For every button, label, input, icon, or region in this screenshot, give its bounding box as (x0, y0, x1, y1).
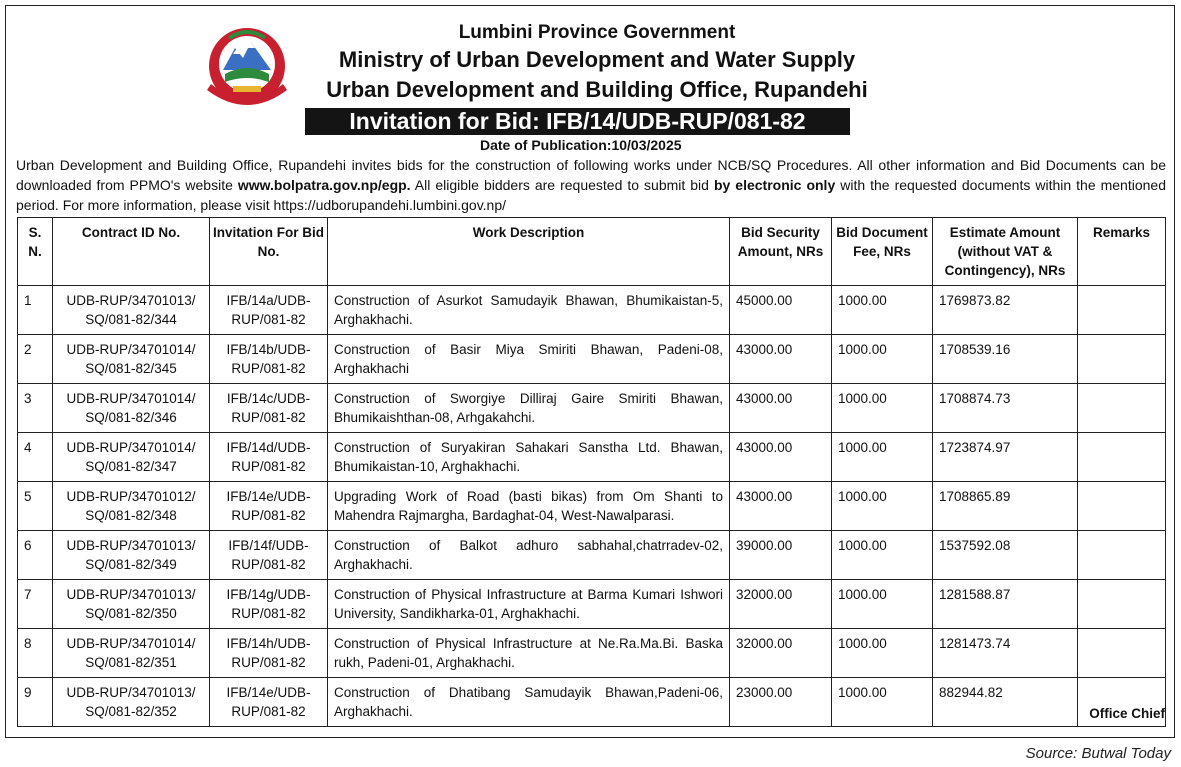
cell-contract-id: UDB-RUP/34701013/ SQ/081-82/350 (53, 580, 210, 629)
cell-remarks (1078, 335, 1166, 384)
publication-date: Date of Publication:10/03/2025 (480, 137, 682, 153)
cell-estimate: 1281473.74 (933, 629, 1078, 678)
cell-security: 43000.00 (730, 384, 832, 433)
cell-sn: 3 (18, 384, 53, 433)
cell-security: 32000.00 (730, 580, 832, 629)
office-chief-signature: Office Chief (1089, 706, 1165, 721)
cell-ifb: IFB/14e/UDB-RUP/081-82 (210, 678, 328, 727)
intro-text-3: with the requested documents within the mentioned period. For more information, please visit https://udborupandehi.lumbini.gov.np/ (16, 177, 1166, 213)
cell-doc-fee: 1000.00 (832, 629, 933, 678)
cell-ifb: IFB/14b/UDB-RUP/081-82 (210, 335, 328, 384)
cell-sn: 5 (18, 482, 53, 531)
cell-doc-fee: 1000.00 (832, 433, 933, 482)
cell-sn: 1 (18, 286, 53, 335)
intro-paragraph (16, 155, 1166, 215)
cell-description: Construction of Balkot adhuro sabhahal,chatrradev-02, Arghakhachi. (328, 531, 730, 580)
cell-contract-id: UDB-RUP/34701014/ SQ/081-82/345 (53, 335, 210, 384)
invitation-title: Invitation for Bid: IFB/14/UDB-RUP/081-82 (349, 108, 806, 134)
cell-estimate: 1708874.73 (933, 384, 1078, 433)
header-description: Work Description (328, 218, 730, 286)
cell-sn: 9 (18, 678, 53, 727)
cell-ifb: IFB/14f/UDB-RUP/081-82 (210, 531, 328, 580)
cell-description: Construction of Physical Infrastructure at Barma Kumari Ishwori University, Sandikharka-01, Arghakhachi. (328, 580, 730, 629)
table-row (18, 531, 1166, 580)
cell-remarks (1078, 580, 1166, 629)
cell-ifb: IFB/14e/UDB-RUP/081-82 (210, 482, 328, 531)
cell-description: Construction of Asurkot Samudayik Bhawan, Bhumikaistan-5, Arghakhachi. (328, 286, 730, 335)
header-sn: S. N. (18, 218, 53, 286)
cell-security: 39000.00 (730, 531, 832, 580)
cell-estimate: 1708865.89 (933, 482, 1078, 531)
cell-contract-id: UDB-RUP/34701012/ SQ/081-82/348 (53, 482, 210, 531)
cell-estimate: 1281588.87 (933, 580, 1078, 629)
cell-contract-id: UDB-RUP/34701013/ SQ/081-82/344 (53, 286, 210, 335)
table-row (18, 482, 1166, 531)
header-security: Bid Security Amount, NRs (730, 218, 832, 286)
cell-doc-fee: 1000.00 (832, 384, 933, 433)
cell-estimate: 1723874.97 (933, 433, 1078, 482)
cell-contract-id: UDB-RUP/34701013/ SQ/081-82/349 (53, 531, 210, 580)
cell-security: 32000.00 (730, 629, 832, 678)
cell-sn: 6 (18, 531, 53, 580)
table-row (18, 580, 1166, 629)
table-row (18, 286, 1166, 335)
cell-remarks (1078, 384, 1166, 433)
cell-security: 43000.00 (730, 433, 832, 482)
cell-ifb: IFB/14g/UDB-RUP/081-82 (210, 580, 328, 629)
cell-doc-fee: 1000.00 (832, 286, 933, 335)
cell-estimate: 882944.82 (933, 678, 1078, 727)
cell-ifb: IFB/14d/UDB-RUP/081-82 (210, 433, 328, 482)
table-row (18, 629, 1166, 678)
table-header-row (18, 218, 1166, 286)
cell-remarks (1078, 531, 1166, 580)
intro-text-1: Urban Development and Building Office, Rupandehi invites bids for the construction of following works under NCB/SQ Procedures. All other information and Bid Documents can be downloaded from PPMO's website (16, 157, 1166, 193)
cell-estimate: 1769873.82 (933, 286, 1078, 335)
table-row (18, 384, 1166, 433)
cell-security: 23000.00 (730, 678, 832, 727)
cell-remarks (1078, 433, 1166, 482)
cell-doc-fee: 1000.00 (832, 580, 933, 629)
cell-estimate: 1708539.16 (933, 335, 1078, 384)
electronic-only: by electronic only (713, 177, 836, 193)
cell-sn: 4 (18, 433, 53, 482)
cell-remarks (1078, 482, 1166, 531)
cell-doc-fee: 1000.00 (832, 531, 933, 580)
cell-ifb: IFB/14c/UDB-RUP/081-82 (210, 384, 328, 433)
cell-contract-id: UDB-RUP/34701014/ SQ/081-82/347 (53, 433, 210, 482)
bid-table (17, 217, 1166, 727)
cell-sn: 2 (18, 335, 53, 384)
cell-security: 45000.00 (730, 286, 832, 335)
office-title: Urban Development and Building Office, Rupandehi (326, 77, 868, 102)
cell-security: 43000.00 (730, 335, 832, 384)
ministry-title: Ministry of Urban Development and Water Supply (338, 47, 856, 72)
cell-contract-id: UDB-RUP/34701014/ SQ/081-82/346 (53, 384, 210, 433)
cell-security: 43000.00 (730, 482, 832, 531)
cell-sn: 7 (18, 580, 53, 629)
cell-description: Construction of Physical Infrastructure at Ne.Ra.Ma.Bi. Baska rukh, Padeni-01, Arghakhachi. (328, 629, 730, 678)
cell-contract-id: UDB-RUP/34701014/ SQ/081-82/351 (53, 629, 210, 678)
cell-description: Construction of Suryakiran Sahakari Sanstha Ltd. Bhawan, Bhumikaistan-10, Arghakhachi. (328, 433, 730, 482)
cell-ifb: IFB/14a/UDB-RUP/081-82 (210, 286, 328, 335)
cell-remarks (1078, 286, 1166, 335)
website-link[interactable]: www.bolpatra.gov.np/egp. (237, 177, 411, 193)
cell-sn: 8 (18, 629, 53, 678)
cell-description: Upgrading Work of Road (basti bikas) from Om Shanti to Mahendra Rajmargha, Bardaghat-04, West-Nawalparasi. (328, 482, 730, 531)
cell-doc-fee: 1000.00 (832, 678, 933, 727)
cell-doc-fee: 1000.00 (832, 482, 933, 531)
header-doc-fee: Bid Document Fee, NRs (832, 218, 933, 286)
cell-description: Construction of Dhatibang Samudayik Bhawan,Padeni-06, Arghakhachi. (328, 678, 730, 727)
cell-remarks (1078, 629, 1166, 678)
header-contract-id: Contract ID No. (53, 218, 210, 286)
table-row (18, 678, 1166, 727)
cell-ifb: IFB/14h/UDB-RUP/081-82 (210, 629, 328, 678)
cell-estimate: 1537592.08 (933, 531, 1078, 580)
header-ifb-no: Invitation For Bid No. (210, 218, 328, 286)
cell-doc-fee: 1000.00 (832, 335, 933, 384)
table-row (18, 433, 1166, 482)
cell-description: Construction of Basir Miya Smiriti Bhawan, Padeni-08, Arghakhachi (328, 335, 730, 384)
cell-description: Construction of Sworgiye Dilliraj Gaire Smiriti Bhawan, Bhumikaishthan-08, Arhgakahchi. (328, 384, 730, 433)
source-credit: Source: Butwal Today (1025, 745, 1171, 762)
invitation-banner (305, 108, 850, 135)
table-row (18, 335, 1166, 384)
header-estimate: Estimate Amount (without VAT & Contingency), NRs (933, 218, 1078, 286)
intro-text-2: All eligible bidders are requested to submit bid (410, 177, 714, 193)
header-remarks: Remarks (1078, 218, 1166, 286)
province-title: Lumbini Province Government (458, 22, 736, 43)
cell-contract-id: UDB-RUP/34701013/ SQ/081-82/352 (53, 678, 210, 727)
